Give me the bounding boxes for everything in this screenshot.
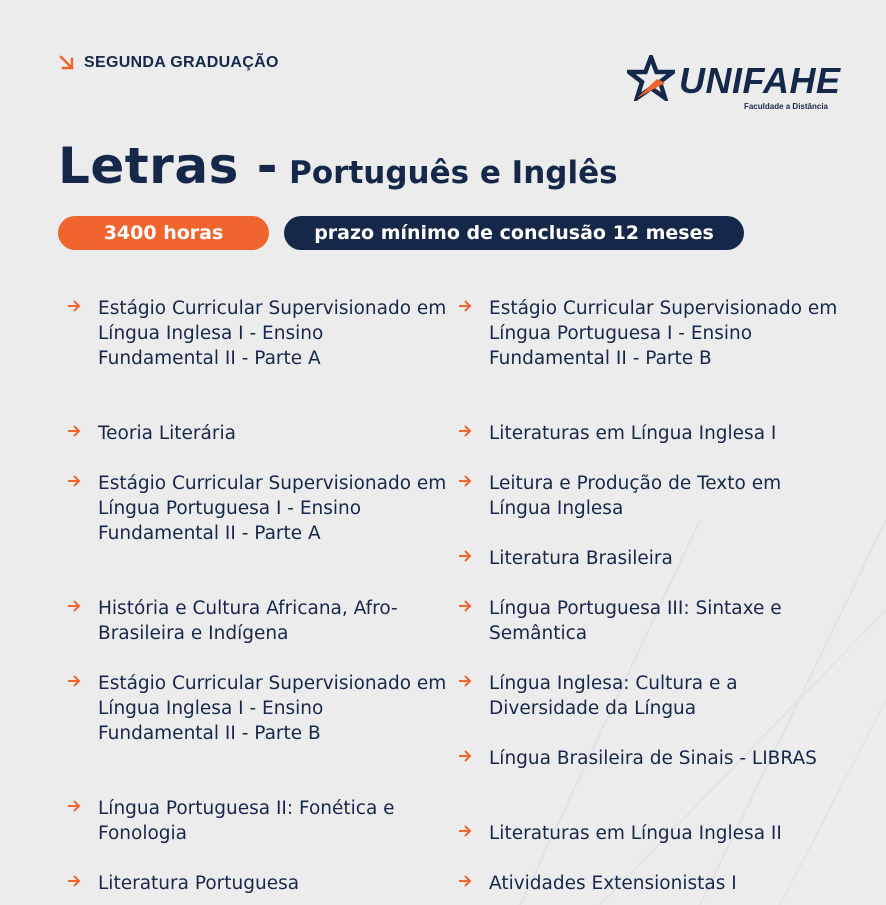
course-name: Literatura Brasileira [489,548,673,569]
course-name: Leitura e Produção de Texto em Língua Inglesa [489,473,782,519]
course-name: Estágio Curricular Supervisionado em Língua Portuguesa I - Ensino Fundamental II - Parte B [489,298,838,369]
course-name: Língua Portuguesa III: Sintaxe e Semântica [489,598,782,644]
star-icon [627,55,675,101]
term-badge: prazo mínimo de conclusão 12 meses [284,216,744,250]
course-item [65,671,448,746]
course-item [65,871,448,896]
arrow-right-icon [65,671,83,696]
arrow-right-icon [456,546,474,571]
arrow-right-icon [456,671,474,696]
hours-badge: 3400 horas [58,216,269,250]
course-name: Literaturas em Língua Inglesa II [489,823,782,844]
course-item [65,796,448,846]
course-item [456,471,839,521]
arrow-right-icon [456,421,474,446]
arrow-down-right-icon [58,54,76,72]
course-item [456,821,839,846]
course-name: Atividades Extensionistas I [489,873,737,894]
course-item [65,596,448,646]
course-name: Estágio Curricular Supervisionado em Língua Portuguesa I - Ensino Fundamental II - Parte A [98,473,447,544]
title-subtitle: Português e Inglês [289,155,618,191]
course-name: História e Cultura Africana, Afro-Brasileira e Indígena [98,598,398,644]
course-item [65,296,448,371]
course-name: Teoria Literária [98,423,236,444]
arrow-right-icon [456,871,474,896]
course-item [456,596,839,646]
course-item [456,746,839,771]
course-name: Literaturas em Língua Inglesa I [489,423,777,444]
course-name: Língua Portuguesa II: Fonética e Fonologia [98,798,395,844]
logo-wordmark: UNIFAHE [679,60,841,101]
arrow-right-icon [456,296,474,321]
arrow-right-icon [456,746,474,771]
course-name: Língua Inglesa: Cultura e a Diversidade da Língua [489,673,738,719]
course-item [456,421,839,446]
arrow-right-icon [65,796,83,821]
course-item [456,296,839,371]
arrow-right-icon [456,596,474,621]
course-item [65,471,448,546]
course-item [65,421,448,446]
brand-logo [627,53,841,113]
title-main: Letras - [58,137,278,195]
arrow-right-icon [65,596,83,621]
course-name: Estágio Curricular Supervisionado em Língua Inglesa I - Ensino Fundamental II - Parte A [98,298,447,369]
course-item [456,871,839,896]
arrow-right-icon [65,871,83,896]
arrow-right-icon [456,471,474,496]
course-item [456,546,839,571]
course-item [456,671,839,721]
eyebrow-label: SEGUNDA GRADUAÇÃO [84,54,279,71]
course-name: Literatura Portuguesa [98,873,300,894]
arrow-right-icon [65,296,83,321]
course-name: Estágio Curricular Supervisionado em Língua Inglesa I - Ensino Fundamental II - Parte B [98,673,447,744]
page-title [58,136,618,203]
arrow-right-icon [456,821,474,846]
course-name: Língua Brasileira de Sinais - LIBRAS [489,748,817,769]
arrow-right-icon [65,421,83,446]
section-eyebrow [58,54,279,72]
arrow-right-icon [65,471,83,496]
logo-tagline: Faculdade a Distância [743,102,828,111]
